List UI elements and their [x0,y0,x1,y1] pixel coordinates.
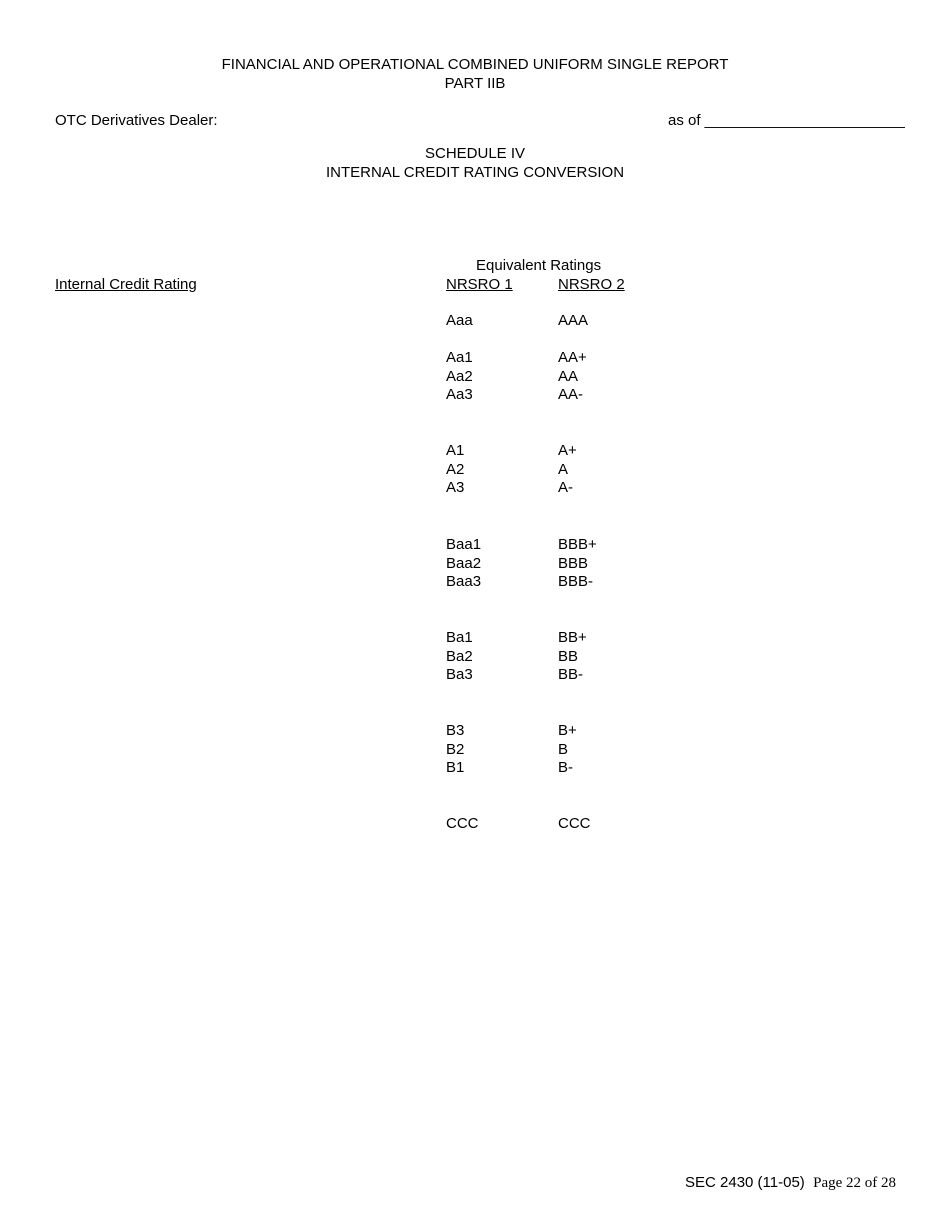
schedule-subtitle: INTERNAL CREDIT RATING CONVERSION [325,164,625,181]
nrsro-2-rating: BB- [558,666,584,684]
nrsro-2-header: NRSRO 2 [558,276,625,293]
nrsro-2-rating: BB [558,647,579,665]
schedule-title: SCHEDULE IV [424,145,526,162]
nrsro-2-rating: B+ [558,722,577,739]
rating-row [446,815,591,834]
nrsro-1-rating: A1 [446,442,465,459]
rating-row [446,479,577,498]
nrsro-2-rating: B [558,740,569,758]
page-number: Page 22 of 28 [813,1175,897,1191]
rating-group [446,629,587,685]
rating-row [446,349,587,368]
rating-group [446,312,588,331]
page-footer [685,1174,896,1192]
rating-row [446,722,577,741]
rating-row [446,666,587,685]
nrsro-1-rating: CCC [446,815,479,832]
nrsro-1-rating: Aaa [446,312,473,329]
nrsro-1-rating: Aa1 [446,349,473,366]
as-of-label: as of ________________________ [668,112,905,129]
nrsro-1-rating: Baa2 [446,554,482,572]
nrsro-2-rating: A [558,460,569,478]
nrsro-1-rating: Baa1 [446,536,482,553]
nrsro-1-rating: Ba1 [446,629,473,646]
nrsro-1-rating: A3 [446,479,465,497]
nrsro-1-rating: Baa3 [446,573,482,591]
nrsro-2-rating: A+ [558,442,577,459]
internal-credit-rating-header: Internal Credit Rating [55,276,197,293]
nrsro-1-rating: A2 [446,460,465,478]
rating-row [446,741,577,760]
nrsro-2-rating: CCC [558,815,591,832]
nrsro-2-rating: AA+ [558,349,587,366]
rating-row [446,759,577,778]
nrsro-2-rating: B- [558,759,573,777]
rating-row [446,536,597,555]
nrsro-1-rating: Ba2 [446,647,473,665]
nrsro-2-rating: BB+ [558,629,587,646]
rating-group [446,536,597,592]
report-part: PART IIB [444,75,506,92]
form-number: SEC 2430 (11-05) [685,1174,805,1191]
nrsro-1-header: NRSRO 1 [446,276,513,293]
rating-row [446,368,587,387]
report-title: FINANCIAL AND OPERATIONAL COMBINED UNIFORM SINGLE REPORT [221,56,729,73]
nrsro-2-rating: AA [558,367,579,385]
rating-row [446,629,587,648]
nrsro-2-rating: BBB- [558,573,594,591]
rating-row [446,461,577,480]
nrsro-1-rating: B2 [446,740,465,758]
rating-row [446,442,577,461]
dealer-label: OTC Derivatives Dealer: [55,112,218,129]
rating-group [446,815,591,834]
rating-row [446,573,597,592]
nrsro-1-rating: Aa2 [446,367,473,385]
nrsro-2-rating: BBB+ [558,536,597,553]
nrsro-1-rating: Aa3 [446,386,473,404]
rating-group [446,442,577,498]
rating-group [446,722,577,778]
nrsro-2-rating: A- [558,479,573,497]
nrsro-1-rating: B3 [446,722,465,739]
rating-row [446,386,587,405]
nrsro-2-rating: AAA [558,312,589,329]
rating-row [446,648,587,667]
equivalent-ratings-label: Equivalent Ratings [476,257,602,274]
rating-group [446,349,587,405]
nrsro-2-rating: AA- [558,386,584,404]
rating-row [446,312,588,331]
nrsro-1-rating: B1 [446,759,465,777]
nrsro-2-rating: BBB [558,554,589,572]
nrsro-1-rating: Ba3 [446,666,473,684]
rating-row [446,555,597,574]
